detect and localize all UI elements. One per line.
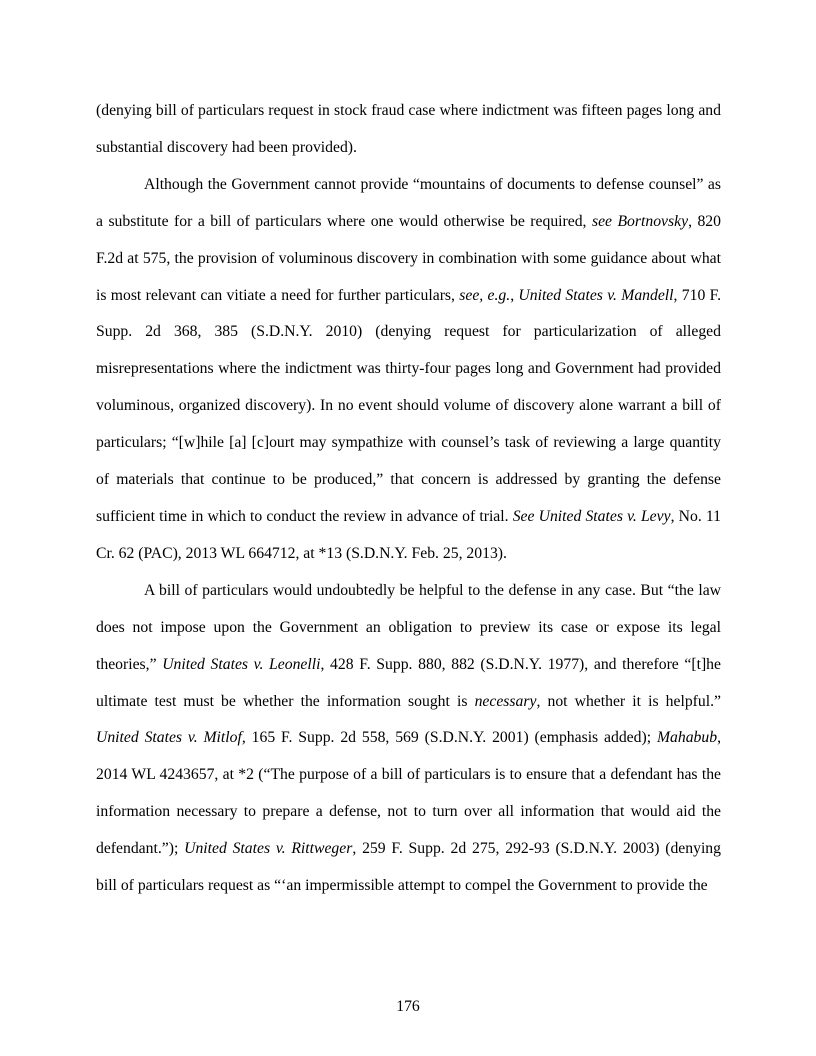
text-run: , 428 F. Supp. 880, 882 (S.D.N.Y. 1977), and therefore “[t]he ultimate test must be whether the information sought is <box>96 655 721 710</box>
text-run-italic: See United States v. Levy <box>512 507 671 525</box>
text-run: , 710 F. Supp. 2d 368, 385 (S.D.N.Y. 2010) (denying request for particularization of alleged misrepresentations where the indictment was thirty-four pages long and Government had provided voluminous, organized discovery). In no event should volume of discovery alone warrant a bill of particulars; “[w]hile [a] [c]ourt may sympathize with counsel’s task of reviewing a large quantity of materials that continue to be produced,” that concern is addressed by granting the defense sufficient time in which to conduct the review in advance of trial. <box>96 286 721 525</box>
text-run-italic: see, e.g. <box>459 286 511 304</box>
text-run-italic: Mahabub <box>656 729 718 747</box>
text-run: , 820 F.2d at 575, the provision of voluminous discovery in combination with some guidance about what is most relevant can vitiate a need for further particulars, <box>96 212 721 304</box>
text-run: (denying bill of particulars request in stock fraud case where indictment was fifteen pages long and substantial discovery had been provided). <box>96 102 721 156</box>
text-run: , 165 F. Supp. 2d 558, 569 (S.D.N.Y. 2001) (emphasis added); <box>241 729 657 747</box>
text-run-italic: United States v. Mandell <box>518 286 674 304</box>
text-run: Although the Government cannot provide “mountains of documents to defense counsel” as a substitute for a bill of particulars where one would otherwise be required, <box>96 175 721 230</box>
text-run-italic: United States v. Rittweger <box>184 840 353 858</box>
page-number: 176 <box>396 998 420 1015</box>
text-run: , not whether it is helpful.” <box>536 692 721 710</box>
text-run-italic: necessary <box>474 692 537 710</box>
document-body <box>96 93 721 905</box>
text-run: , 2014 WL 4243657, at *2 (“The purpose of a bill of particulars is to ensure that a defendant has the information necessary to prepare a defense, not to turn over all information that would aid the defendant.”); <box>96 729 721 858</box>
text-run-italic: United States v. Mitlof <box>96 729 242 747</box>
text-run: , 259 F. Supp. 2d 275, 292-93 (S.D.N.Y. 2003) (denying bill of particulars request as “‘an impermissible attempt to compel the Government to provide the <box>96 840 721 895</box>
paragraph <box>96 167 721 573</box>
text-run: , No. 11 Cr. 62 (PAC), 2013 WL 664712, at *13 (S.D.N.Y. Feb. 25, 2013). <box>96 507 721 562</box>
text-run: , <box>510 286 519 304</box>
paragraph <box>96 573 721 905</box>
text-run-italic: see Bortnovsky <box>591 212 689 230</box>
paragraph <box>96 93 721 167</box>
text-run: A bill of particulars would undoubtedly be helpful to the defense in any case. But “the law does not impose upon the Government an obligation to preview its case or expose its legal theories,” <box>96 581 721 673</box>
text-run-italic: United States v. Leonelli <box>162 655 321 673</box>
